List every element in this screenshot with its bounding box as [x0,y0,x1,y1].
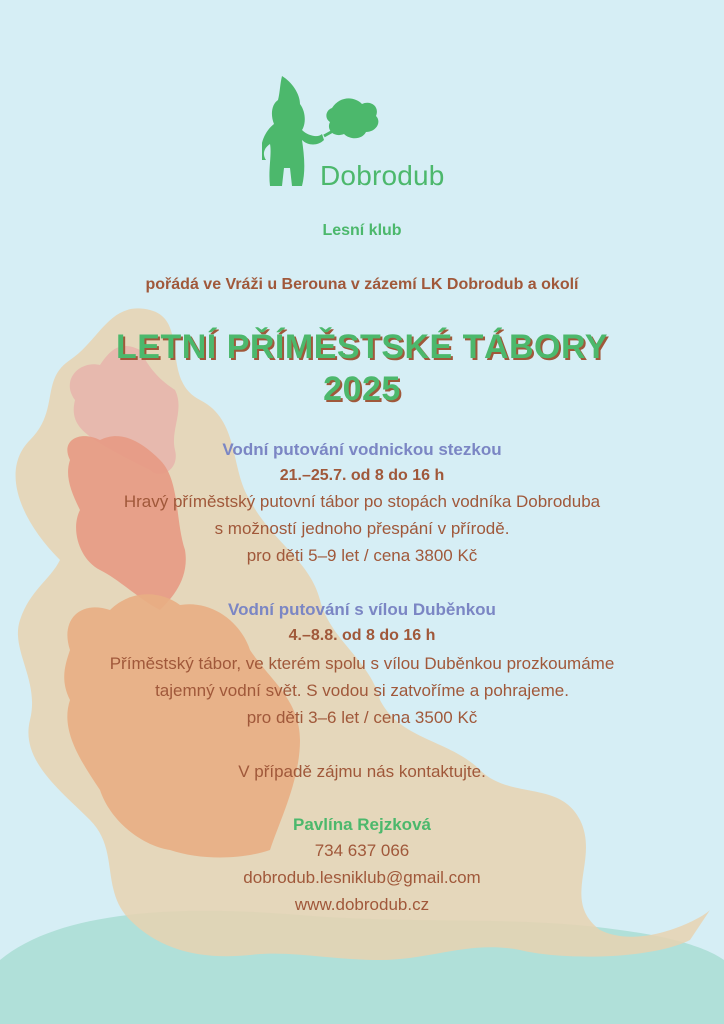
page-title: LETNÍ PŘÍMĚSTSKÉ TÁBORY [116,328,608,366]
camp-1-desc-2: s možností jednoho přespání v přírodě. [214,519,510,538]
contact-email[interactable]: dobrodub.lesniklub@gmail.com [243,868,481,887]
club-subtitle: Lesní klub [322,222,402,239]
camp-1-info: pro děti 5–9 let / cena 3800 Kč [246,546,478,565]
logo-text: Dobrodub [320,160,445,191]
camp-2-dates: 4.–8.8. od 8 do 16 h [288,627,436,644]
camp-2-desc-2: tajemný vodní svět. S vodou si zatvoříme a pohrajeme. [155,681,569,700]
camp-1-name: Vodní putování vodnickou stezkou [222,440,502,459]
camp-2-desc-1: Příměstský tábor, ve kterém spolu s vílou Duběnkou prozkoumáme [109,654,615,673]
camp-2-info: pro děti 3–6 let / cena 3500 Kč [246,708,478,727]
camp-2-name: Vodní putování s vílou Duběnkou [228,600,496,619]
page-title-year: 2025 [323,370,401,408]
organizer-line: pořádá ve Vráži u Berouna v zázemí LK Dobrodub a okolí [145,276,579,293]
camp-1-dates: 21.–25.7. od 8 do 16 h [279,467,445,484]
contact-website[interactable]: www.dobrodub.cz [294,895,430,914]
contact-phone[interactable]: 734 637 066 [314,841,410,860]
contact-person: Pavlína Rejzková [293,815,431,834]
contact-intro: V případě zájmu nás kontaktujte. [238,762,486,781]
camp-1-desc-1: Hravý příměstský putovní tábor po stopách vodníka Dobroduba [123,492,601,511]
